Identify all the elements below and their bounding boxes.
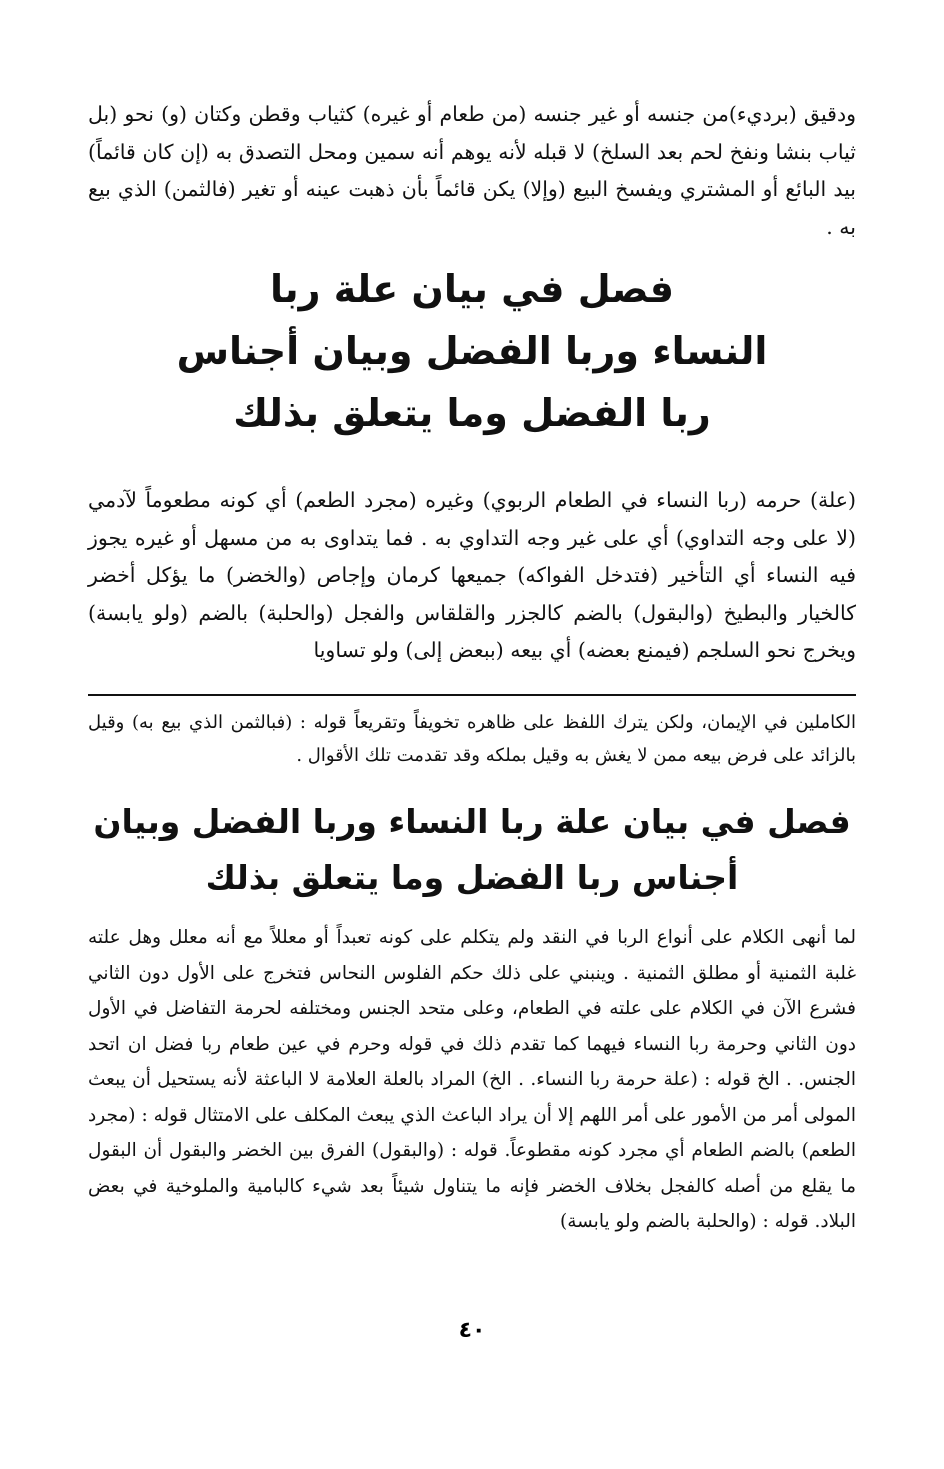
section-title-line-2: النساء وربا الفضل وبيان أجناس [176, 329, 768, 373]
main-text-paragraph-1: ودقيق (برديء)من جنسه أو غير جنسه (من طعام أو غيره) كثياب وقطن وكتان (و) نحو (بل ثياب بنشا ونفخ لحم بعد السلخ) لا قبله لأنه يوهم أنه سمين ومحل التصدق به (إن كان قائماً) بيد البائع أو المشتري ويفسخ البيع (وإلا) يكن قائماً بأن ذهبت عينه أو تغير (فالثمن) الذي بيع به . [88, 102, 856, 239]
section-title-line-1: فصل في بيان علة ربا [270, 267, 674, 311]
commentary-note: الكاملين في الإيمان، ولكن يترك اللفظ على ظاهره تخويفاً وتقريعاً قوله : (فبالثمن الذي بيع به) وقيل بالزائد على فرض بيعه ممن لا يغش به وقيل بملكه وقد تقدمت تلك الأقوال . [88, 712, 856, 766]
commentary-paragraph: لما أنهى الكلام على أنواع الربا في النقد ولم يتكلم على كونه تعبداً أو معللاً مع أنه معلل وهل علته غلبة الثمنية أو مطلق الثمنية . وينبني على ذلك حكم الفلوس النحاس فتخرج على الأول دون الثاني فشرع الآن في الكلام على علته في الطعام، وعلى متحد الجنس ومختلفه لحرمة التفاضل في الأول دون الثاني وحرمة ربا النساء فيهما كما تقدم ذلك في قوله وحرم في عين طعام ربا فضل ان اتحد الجنس. . الخ قوله : (علة حرمة ربا النساء. . الخ) المراد بالعلة العلامة لا الباعثة لأنه يستحيل أن يبعث المولى أمر من الأمور على أمر اللهم إلا أن يراد الباعث الذي يبعث المكلف على الامتثال قوله : (مجرد الطعم) بالضم الطعام أي مجرد كونه مقطوعاً. قوله : (والبقول) الفرق بين الخضر والبقول أن البقول ما يقلع من أصله كالفجل بخلاف الخضر فإنه ما يتناول شيئاً بعد شيء كالبامية والملوخية في بعض البلاد. قوله : (والحلبة بالضم ولو يابسة) [88, 927, 856, 1232]
section-title-line-3: ربا الفضل وما يتعلق بذلك [233, 391, 711, 435]
footnote-divider [88, 694, 856, 696]
commentary-section-title: فصل في بيان علة ربا النساء وربا الفضل وبيان أجناس ربا الفضل وما يتعلق بذلك [93, 802, 851, 897]
main-text-paragraph-2: (علة) حرمه (ربا النساء في الطعام الربوي) وغيره (مجرد الطعم) أي كونه مطعوماً لآدمي (لا على وجه التداوي) أي على غير وجه التداوي به . فما يتداوى به من مسهل أو غيره يجوز فيه النساء أي التأخير (فتدخل الفواكه) جميعها كرمان وإجاص (والخضر) ما يؤكل أخضر كالخيار والبطيخ (والبقول) بالضم كالجزر والقلقاس والفجل (والحلبة) بالضم (ولو يابسة) ويخرج نحو السلجم (فيمنع بعضه) أي بيعه (ببعض إلى) ولو تساويا [88, 488, 856, 662]
book-page [88, 96, 856, 1240]
page-number: ٤٠ [458, 1318, 486, 1343]
section-title [88, 258, 856, 444]
